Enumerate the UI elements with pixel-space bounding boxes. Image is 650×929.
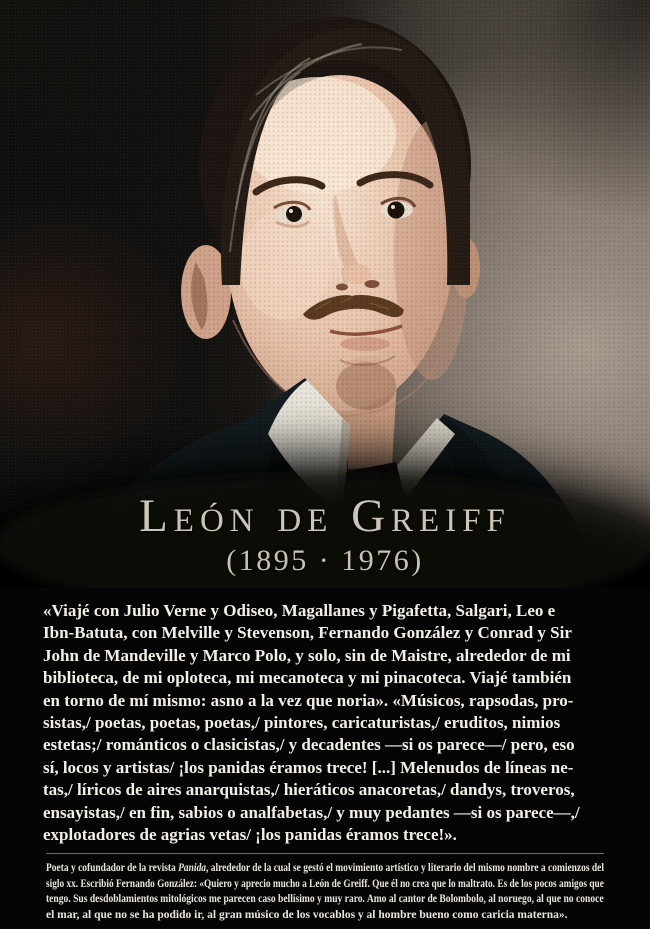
quote-block [43,600,607,846]
footnote [46,861,604,923]
footnote-line [46,861,605,877]
footnote-line: siglo xx. Escribió Fernando González: «Quiero y aprecio mucho a León de Greiff. Que él no crea que lo maltrato. Es de los pocos amigos que [46,877,604,890]
quote-line: Ibn-Batuta, con Melville y Stevenson, Fernando González y Conrad y Sir [43,623,572,643]
footnote-text: Poeta y cofundador de la revista [46,862,179,874]
quote-line: John de Mandeville y Marco Polo, y solo, sin de Maistre, alrededor de mi [43,645,571,665]
footnote-line: el mar, al que no se ha podido ir, al gran músico de los vocablos y al hombre bueno como caricia materna». [46,908,568,921]
journal-title: Panida [178,862,207,874]
quote-line: en torno de mí mismo: asno a la vez que noria». «Músicos, rapsodas, pro- [43,690,574,710]
quote-line: tas,/ líricos de aires anarquistas,/ hieráticos anacoretas,/ dandys, troveros, [43,780,575,800]
footnote-text: , alrededor de la cual se gestó el movimiento artístico y literario del mismo nombre a comienzos del [206,862,605,874]
quote-line: sí, locos y artistas/ ¡los panidas éramos trece! [...] Melenudos de líneas ne- [43,757,574,777]
poster-title: León de Greiff [139,490,511,542]
divider-rule [46,853,604,854]
footnote-line: tengo. Sus desdoblamientos mitológicos me parecen caso bellísimo y muy raro. Amo al cantor de Bolombolo, al noruego, al que no conoce [46,893,604,906]
quote-line: explotadores de agrias vetas/ ¡los panidas éramos trece!». [43,825,457,845]
quote-line: sistas,/ poetas, poetas, poetas,/ pintores, caricaturistas,/ eruditos, nimios [43,713,561,733]
quote-line: estetas;/ románticos o clasicistas,/ y decadentes —si os parece—/ pero, eso [43,735,575,755]
quote-line: ensayistas,/ en fin, sabios o analfabetas,/ y muy pedantes —si os parece—,/ [43,802,580,822]
poster-dates: (1895 · 1976) [226,544,424,578]
quote-line: «Viajé con Julio Verne y Odiseo, Magallanes y Pigafetta, Salgari, Leo e [43,601,556,620]
title-block [0,492,650,578]
quote-line: biblioteca, de mi oploteca, mi mecanoteca y mi pinacoteca. Viajé también [43,668,572,688]
